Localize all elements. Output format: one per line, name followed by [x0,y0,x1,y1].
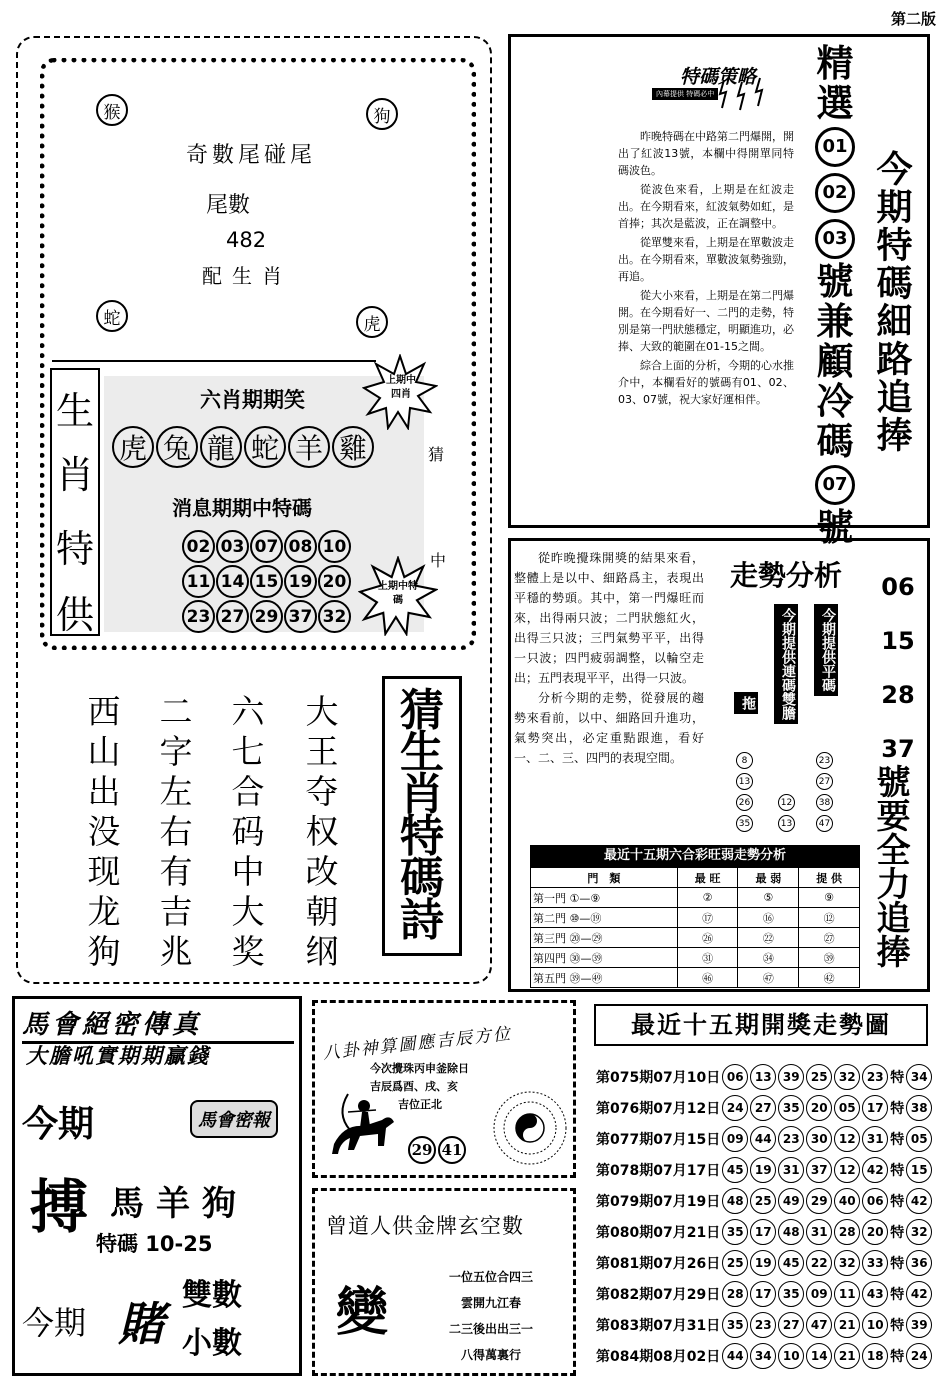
bagua-line1: 今次攪珠丙申釜除日 [370,1062,469,1075]
jx-char: 兼 [816,300,854,343]
table-caption: 最近十五期六合彩旺弱走勢分析 [530,845,860,867]
tail-title: 奇數尾碰尾 [186,143,317,168]
history-label: 第082期07月29日 [596,1287,721,1303]
trend-paragraph: 從昨晚攪珠開獎的結果來看，整體上是以中、細路爲主，表現出平穩的勢頭。其中，第一門爆旺而來，出得兩只波；二門狀態紅火，出得三只波；三門氣勢平平，出得一只波；四門疲弱調整，以輪空走出；五門表現平平，出得一只波。 [514,551,704,685]
trend-num: 26 [736,794,753,811]
trend-col-a: 今期提供連碼雙膽 [774,604,798,724]
fax-tema: 特碼 10-25 [96,1232,213,1256]
history-special: 32 [906,1219,932,1245]
trend-col-b: 今期提供平碼 [814,604,838,696]
bagua-num: 29 [408,1136,436,1164]
strategy-paragraph: 從單雙來看，上期是在單數波走出。在今期看來，單數波氣勢強勁，再追。 [618,236,794,283]
history-special: 34 [906,1064,932,1090]
side-mid: 中 [430,551,447,570]
strategy-text [618,128,794,408]
bagua-line3: 吉位正北 [398,1098,442,1111]
zodiac-pick: 蛇 [244,426,286,468]
pick-number: 27 [216,600,249,633]
pick-number: 08 [284,530,317,563]
history-row: 第082期07月29日 28 17 35 09 11 43 特 42 [596,1281,932,1307]
fax-subtitle: 大膽吼實期期贏錢 [26,1044,210,1068]
history-row: 第075期07月10日 06 13 39 25 32 23 特 34 [596,1064,932,1090]
trend-num: 13 [736,773,753,790]
archer-horse-icon [324,1084,404,1164]
history-label: 第080期07月21日 [596,1225,721,1241]
tail-digits: 482 [226,228,267,252]
pick-number: 32 [318,600,351,633]
zodiac-pick: 兔 [156,426,198,468]
fax-line1: 雙數 [182,1278,242,1313]
zodiac-corner-tiger: 虎 [356,306,388,338]
table-row: 第四門 ㉚—㊴ ㉛ ㉞ ㊴ [531,948,860,968]
side-title-4: 供 [56,593,95,637]
table-row: 第一門 ①—⑨ ② ⑤ ⑨ [531,888,860,908]
six-zodiac-title: 六肖期期笑 [200,388,305,412]
gold-line: 雲開九江春 [460,1296,521,1310]
gold-lines [416,1264,566,1368]
divider-line [52,360,376,362]
history-label: 第079期07月19日 [596,1194,721,1210]
fax-zodiac: 馬羊狗 [110,1184,248,1224]
history-special: 36 [906,1250,932,1276]
trend-num: 47 [816,815,833,832]
trend-num: 35 [736,815,753,832]
jx-char: 號 [816,506,854,549]
number-grid [182,530,352,633]
history-row: 第076期07月12日 24 27 35 20 05 17 特 38 [596,1095,932,1121]
history-row: 第077期07月15日 09 44 23 30 12 31 特 05 [596,1126,932,1152]
jx-char: 選 [816,82,854,125]
history-special: 38 [906,1095,932,1121]
history-label: 第075期07月10日 [596,1070,721,1086]
bagua-num: 41 [438,1136,466,1164]
tail-label: 尾數 [206,193,251,218]
burst-text-1: 上期中四肖 [386,375,416,400]
history-row: 第080期07月21日 35 17 48 31 28 20 特 32 [596,1219,932,1245]
history-label: 第076期07月12日 [596,1101,721,1117]
history-row: 第083期07月31日 35 23 27 47 21 10 特 39 [596,1312,932,1338]
jx-char: 碼 [816,420,854,463]
trend-num: 8 [736,752,753,769]
fax-logo: 馬會密報 [190,1100,278,1138]
strategy-paragraph: 從大小來看，上期是在第二門爆開。在今期看好一、二門的走勢，特別是第一門狀態穩定，明顯進功，必捧、大致的範圍在01-15之間。 [618,289,794,353]
trend-col-tuo: 拖 [734,692,758,714]
gold-title: 曾道人供金牌玄空數 [326,1214,524,1238]
pick-number: 02 [182,530,215,563]
pick-number: 29 [250,600,283,633]
pick-number: 11 [182,565,215,598]
lightning-icon [716,76,776,112]
fax-du: 賭 [118,1297,164,1351]
fax-line2: 小數 [182,1326,242,1361]
history-row: 第084期08月02日 44 34 10 14 21 18 特 24 [596,1343,932,1369]
gold-line: 二三後出出三一 [448,1322,533,1336]
table-header: 最 弱 [738,868,799,888]
fax-jinqi2: 今期 [22,1304,87,1342]
zodiac-pick: 龍 [200,426,242,468]
poem-title: 猜 生 肖 特 碼 詩 [400,685,444,946]
zodiac-row [112,426,374,468]
pick-number: 37 [284,600,317,633]
history-special: 42 [906,1188,932,1214]
table-row: 第五門 ㊴—㊾ ㊻ ㊼ ㊷ [531,968,860,988]
pick-number: 14 [216,565,249,598]
history-label: 第077期07月15日 [596,1132,721,1148]
fax-title: 馬會絕密傳真 [22,1004,294,1044]
table-row: 第二門 ⑩—⑲ ⑰ ⑯ ⑫ [531,908,860,928]
history-special: 39 [906,1312,932,1338]
jx-char: 號 [816,260,854,303]
jx-char: 冷 [816,380,854,423]
history-row: 第081期07月26日 25 19 45 22 32 33 特 36 [596,1250,932,1276]
strategy-paragraph: 綜合上面的分析，今期的心水推介中，本欄看好的號碼有01、02、03、07號，祝大家好運相伴。 [618,359,794,406]
table-header: 提 供 [799,868,860,888]
gold-line: 一位五位合四三 [448,1270,533,1284]
tail-sub: 配生肖 [202,264,292,288]
history-title: 最近十五期開獎走勢圖 [594,1004,928,1046]
trend-num: 23 [816,752,833,769]
poem-col-4: 大 王 夺 权 改 朝 纲 [305,692,339,971]
jx-number: 01 [815,127,855,167]
strength-table [530,845,860,988]
message-title: 消息期期中特碼 [172,496,312,520]
bagua-nums [408,1136,466,1164]
history-special: 42 [906,1281,932,1307]
table-row: 第三門 ⑳—㉙ ㉖ ㉒ ㉗ [531,928,860,948]
pick-number: 20 [318,565,351,598]
table-header-row [531,868,860,888]
jingxuan-column [812,44,858,548]
trend-text [514,548,704,768]
history-label: 第081期07月26日 [596,1256,721,1272]
pick-number: 03 [216,530,249,563]
history-special: 15 [906,1157,932,1183]
zodiac-pick: 雞 [332,426,374,468]
trend-num: 27 [816,773,833,790]
trend-b-nums [816,752,833,832]
strategy-paragraph: 從波色來看，上期是在紅波走出。在今期看來，紅波氣勢如虹，是首捧；其次是藍波，正在調整中。 [618,183,794,230]
edition-label: 第二版 [890,10,936,28]
trend-title: 走勢分析 [730,559,843,592]
strategy-vertical-title: 今期特碼細路追捧 [871,150,912,454]
side-title-3: 特 [56,527,95,571]
pick-number: 15 [250,565,283,598]
bagua-line2: 吉辰爲酉、戌、亥 [370,1080,458,1093]
jx-char: 顧 [816,340,854,383]
zodiac-pick: 羊 [288,426,330,468]
burst-text-2: 上期中特碼 [378,581,418,606]
pick-number: 23 [182,600,215,633]
trend-tuo-nums [736,752,753,832]
side-title-1: 生 [56,389,95,433]
zodiac-corner-dog: 狗 [366,98,398,130]
trend-num: 12 [778,794,795,811]
history-row: 第079期07月19日 48 25 49 29 40 06 特 42 [596,1188,932,1214]
history-label: 第078期07月17日 [596,1163,721,1179]
side-title-2: 肖 [56,453,95,497]
poem-col-1: 西 山 出 没 现 龙 狗 [87,692,121,971]
poem-col-3: 六 七 合 码 中 大 奖 [231,692,265,971]
history-label: 第083期07月31日 [596,1318,721,1334]
bagua-diagram-icon [490,1088,570,1168]
trend-right-text: 號要全力追捧 [870,764,910,968]
history-label: 第084期08月02日 [596,1349,721,1365]
trend-num: 38 [816,794,833,811]
strategy-paragraph: 昨晚特碼在中路第二門爆開，開出了紅波13號，本欄中得開單同特碼波色。 [618,130,794,177]
strategy-logo-sub: 內幕提供 特碼必中 [652,88,718,100]
history-row: 第078期07月17日 45 19 31 37 12 42 特 15 [596,1157,932,1183]
jx-number: 07 [815,465,855,505]
pick-number: 19 [284,565,317,598]
pick-number: 10 [318,530,351,563]
side-guess: 猜 [428,445,445,464]
table-header: 最 旺 [677,868,738,888]
jx-char: 精 [816,42,854,85]
zodiac-corner-snake: 蛇 [96,300,128,332]
gold-line: 八得萬裏行 [460,1348,521,1362]
jx-number: 03 [815,219,855,259]
zodiac-corner-monkey: 猴 [96,94,128,126]
history-special: 05 [906,1126,932,1152]
trend-num: 13 [778,815,795,832]
fax-jinqi: 今期 [22,1104,95,1145]
strategy-logo: 特碼策略 [680,66,757,88]
gold-seal: 變 [336,1282,389,1343]
jx-number: 02 [815,173,855,213]
fax-bo: 搏 [30,1173,89,1241]
bagua-title: 八卦神算圖應吉辰方位 [321,1024,513,1064]
poem-col-2: 二 字 左 右 有 吉 兆 [159,692,193,971]
zodiac-pick: 虎 [112,426,154,468]
history-special: 24 [906,1343,932,1369]
table-header: 門 類 [531,868,678,888]
pick-number: 07 [250,530,283,563]
trend-a-nums [778,794,795,832]
trend-right-nums: 06 15 28 37 [881,573,915,763]
trend-paragraph: 分析今期的走勢，從發展的趨勢來看前，以中、細路回升進功，氣勢突出，必定重點跟進，看好一、二、三、四門的表現空間。 [514,691,704,765]
